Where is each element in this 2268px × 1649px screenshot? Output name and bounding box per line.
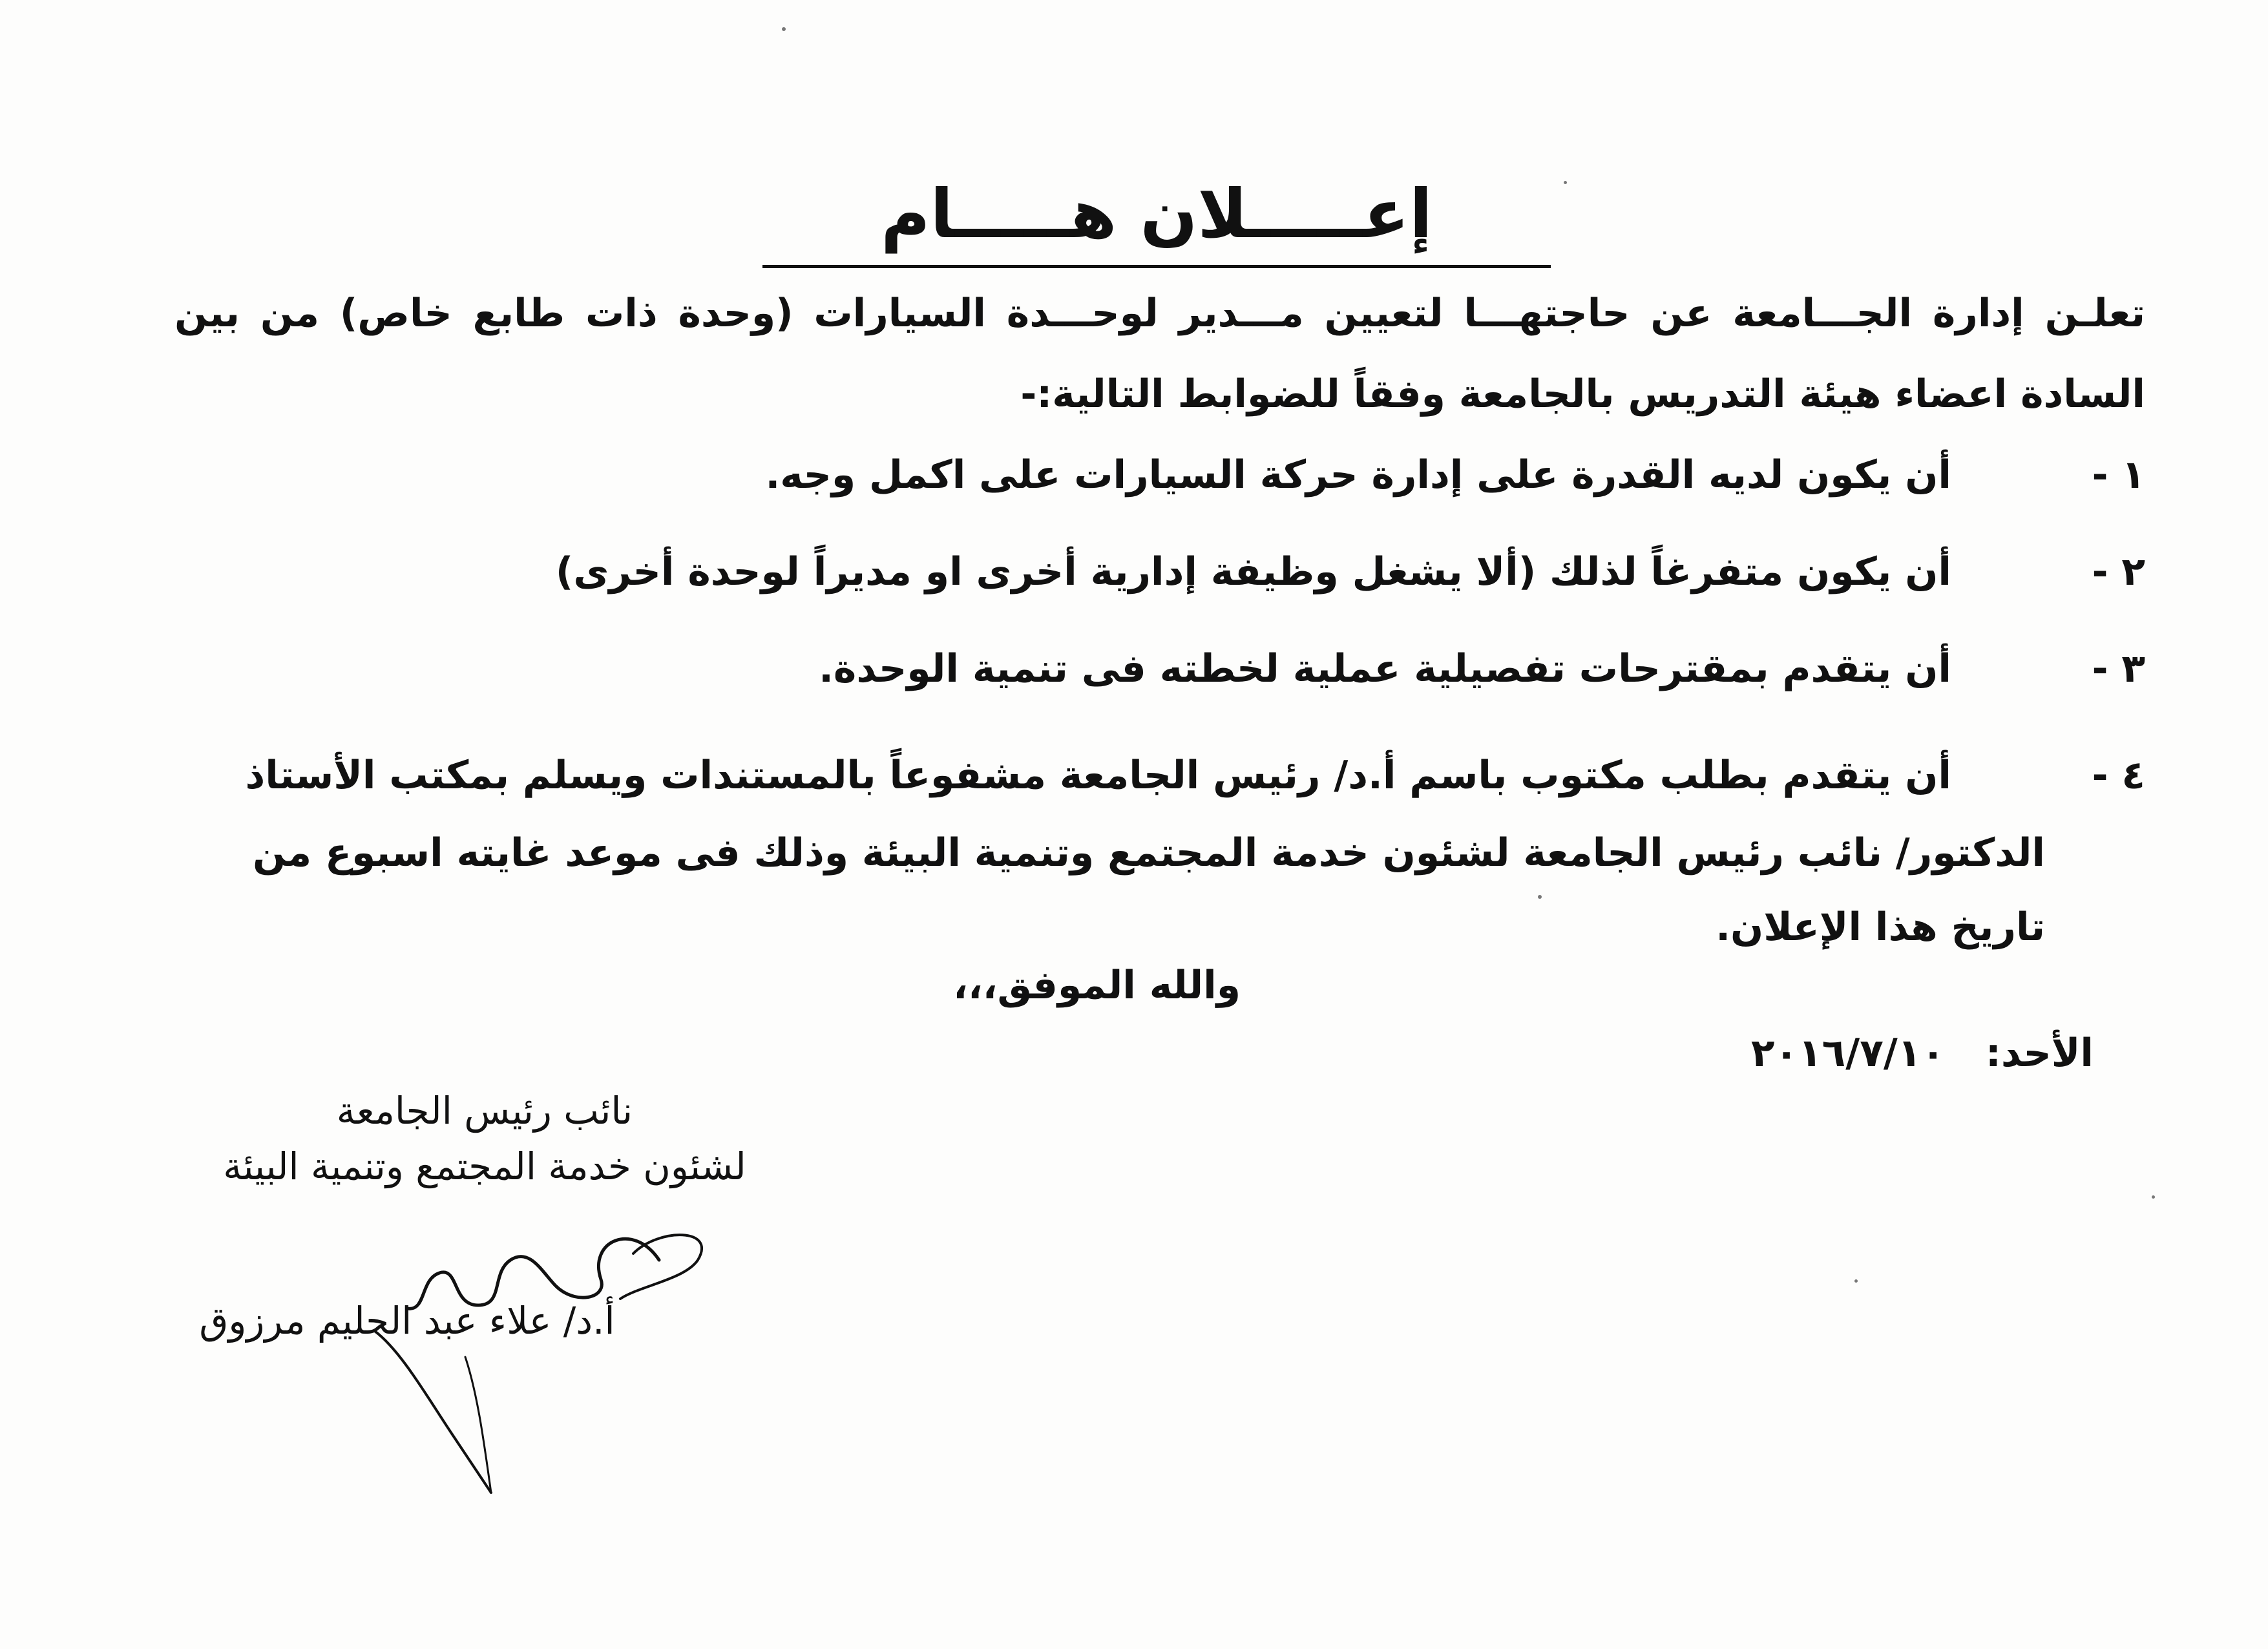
- closing-phrase: والله الموفق،،،: [953, 963, 1241, 1008]
- intro-line-2: السادة اعضاء هيئة التدريس بالجامعة وفقاً للضوابط التالية:-: [1020, 372, 2145, 417]
- item-number-3: ٣ -: [2092, 646, 2145, 691]
- announcement-title: إعـــــلان هـــــام: [881, 174, 1433, 253]
- item-text-4-line-3: تاريخ هذا الإعلان.: [1716, 905, 2045, 950]
- scan-speck: [1538, 895, 1542, 899]
- handwritten-signature: [297, 1202, 750, 1499]
- item-number-1: ١ -: [2092, 452, 2145, 498]
- date-value: ٢٠١٦/٧/١٠: [1750, 1031, 1945, 1076]
- item-number-4: ٤ -: [2092, 753, 2145, 798]
- scan-speck: [782, 27, 786, 31]
- scan-speck: [2152, 1195, 2155, 1199]
- scan-speck: [1564, 181, 1567, 184]
- intro-line-1: تعلـن إدارة الجـــامعة عن حاجتهـــا لتعيين مـــدير لوحـــدة السيارات (وحدة ذات طابع خاص) من بين: [174, 291, 2145, 336]
- item-text-4-line-2: الدكتور/ نائب رئيس الجامعة لشئون خدمة المجتمع وتنمية البيئة وذلك فى موعد غايته اسبوع من: [252, 830, 2045, 876]
- signer-name-block: [52, 1299, 762, 1343]
- item-text-2: أن يكون متفرغاً لذلك (ألا يشغل وظيفة إدارية أخرى او مديراً لوحدة أخرى): [555, 549, 1951, 594]
- scan-speck: [1854, 1279, 1858, 1283]
- item-number-2: ٢ -: [2092, 549, 2145, 594]
- item-text-3: أن يتقدم بمقترحات تفصيلية عملية لخطته فى تنمية الوحدة.: [819, 646, 1951, 691]
- signer-name: أ.د/ علاء عبد الحليم مرزوق: [199, 1299, 615, 1343]
- signature-block: [129, 1089, 840, 1188]
- item-text-1: أن يكون لديه القدرة على إدارة حركة السيارات على اكمل وجه.: [765, 452, 1951, 498]
- title-underline: [762, 265, 1551, 268]
- signer-title-line-2: لشئون خدمة المجتمع وتنمية البيئة: [223, 1144, 746, 1188]
- signer-title-line-1: نائب رئيس الجامعة: [336, 1089, 633, 1133]
- date-label: الأحد:: [1985, 1031, 2094, 1076]
- item-text-4-line-1: أن يتقدم بطلب مكتوب باسم أ.د/ رئيس الجامعة مشفوعاً بالمستندات ويسلم بمكتب الأستاذ: [245, 753, 1951, 798]
